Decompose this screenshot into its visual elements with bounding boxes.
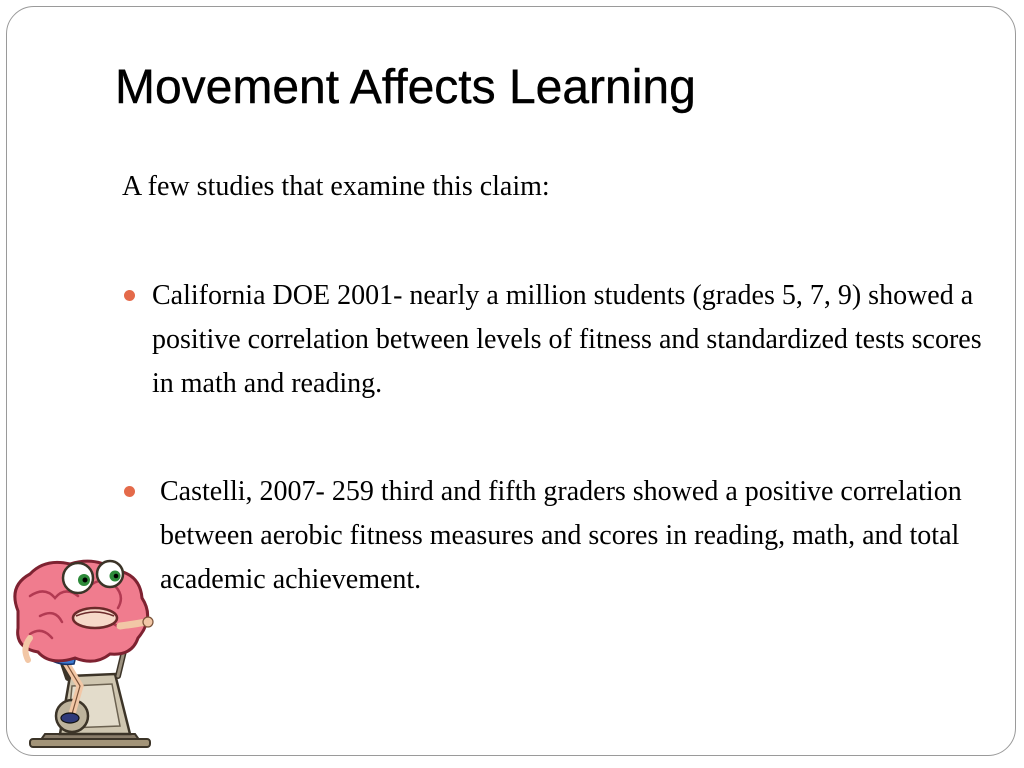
bullet-item-castelli: Castelli, 2007- 259 third and fifth graders showed a positive correlation between aerobic fitness measures and scores in reading, math, and total academic achievement. xyxy=(152,470,982,602)
brain-on-exercise-bike-icon xyxy=(0,556,175,756)
bullet-list xyxy=(152,274,982,666)
bullet-item-california: California DOE 2001- nearly a million students (grades 5, 7, 9) showed a positive correlation between levels of fitness and standardized tests scores in math and reading. xyxy=(152,274,982,406)
intro-text: A few studies that examine this claim: xyxy=(122,171,550,202)
slide-title: Movement Affects Learning xyxy=(115,61,696,114)
